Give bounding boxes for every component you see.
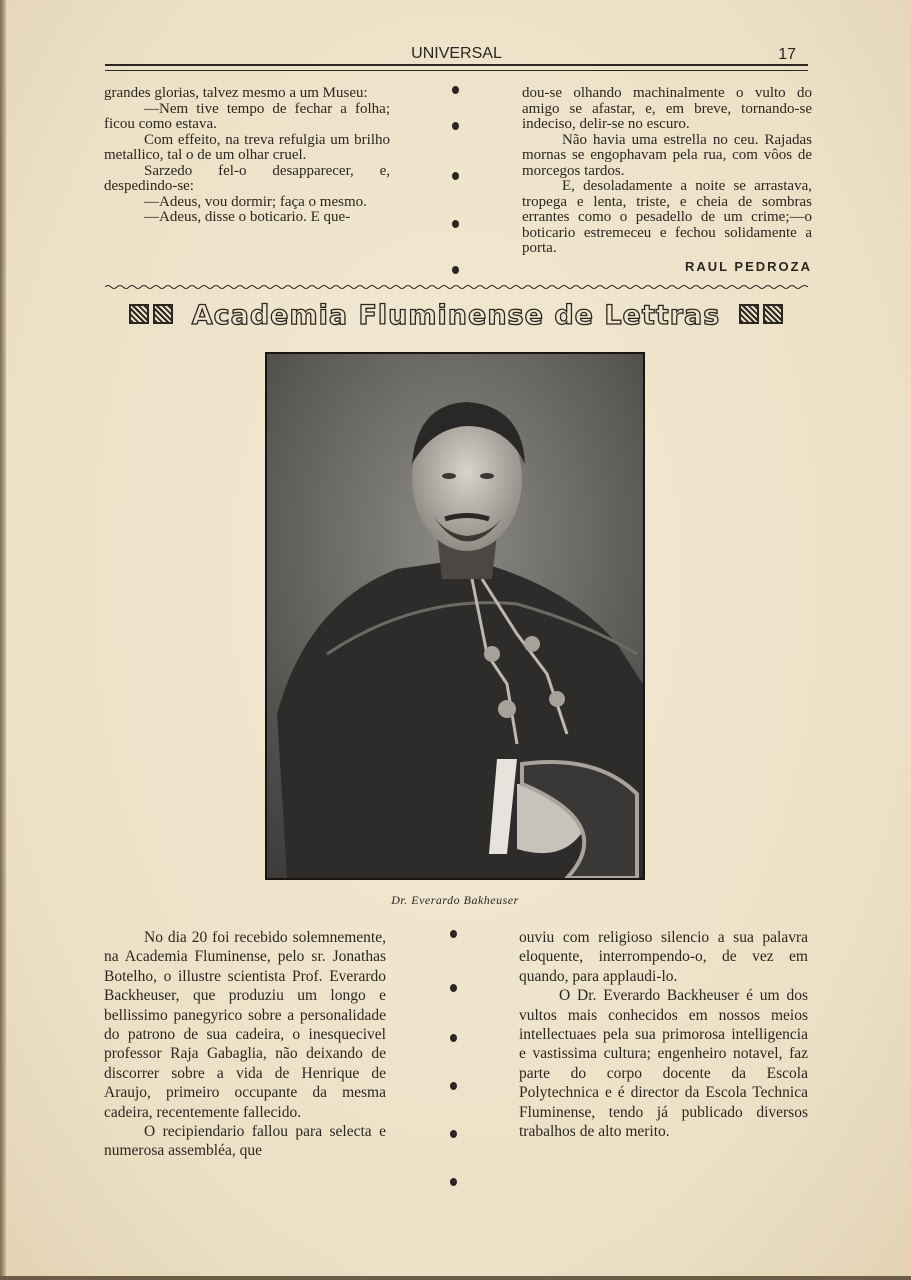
- ornament-box-icon: [763, 304, 783, 324]
- column-divider-ornaments: [450, 930, 464, 1190]
- page-number: 17: [778, 46, 796, 63]
- ornament-dot: [452, 266, 459, 274]
- ornament-dot: [450, 1082, 457, 1090]
- running-header: [105, 44, 808, 66]
- page-binding-edge: [0, 0, 6, 1280]
- section-title: Academia Fluminense de Lettras: [191, 300, 721, 331]
- ornament-dot: [452, 86, 459, 94]
- column-divider-ornaments: [452, 86, 466, 276]
- ornament-dot: [450, 1178, 457, 1186]
- story-paragraph: dou-se olhando machinalmente o vulto do amigo se afastar, e, em breve, tornando-se indeciso, delir-se no escuro.: [522, 85, 812, 132]
- story-paragraph: Não havia uma estrella no ceu. Rajadas mornas se engophavam pela rua, com vôos de morcegos tardos.: [522, 131, 812, 179]
- ornament-dot: [450, 1034, 457, 1042]
- section-heading: [100, 300, 812, 340]
- portrait-image: [267, 354, 643, 878]
- story-paragraph: E, desoladamente a noite se arrastava, tropega e lenta, triste, e cheia de sombras errantes como o pesadello de um crime;—o boticario estremeceu e fechou solidamente a porta.: [522, 178, 812, 256]
- story-left-column: [104, 86, 390, 226]
- ornament-dot: [450, 930, 457, 938]
- ornament-box-icon: [129, 304, 149, 324]
- story-paragraph: Com effeito, na treva refulgia um brilho metallico, tal o de um olhar cruel.: [104, 131, 390, 163]
- article-right-column: [519, 928, 808, 1141]
- story-paragraph: —Adeus, disse o boticario. E que-: [144, 209, 351, 225]
- header-rule: [105, 64, 808, 71]
- article-paragraph: No dia 20 foi recebido solemnemente, na Academia Fluminense, pelo sr. Jonathas Botelho, o illustre scientista Prof. Everardo Backheuser, que produziu um longo e bellissimo panegyrico sobre a personalidade do patrono de sua cadeira, o inesquecivel professor Raja Gabaglia, não deixando de discorrer sobre a vida de Henrique de Araujo, primeiro occupante da mesma cadeira, recentemente fallecido.: [104, 929, 386, 1121]
- article-paragraph: ouviu com religioso silencio a sua palavra eloquente, interrompendo-o, de vez em quando, para applaudi-lo.: [519, 929, 808, 985]
- wavy-section-rule: [105, 284, 808, 290]
- photo-caption: Dr. Everardo Bakheuser: [391, 893, 519, 907]
- publication-title: UNIVERSAL: [411, 45, 502, 62]
- ornament-box-icon: [739, 304, 759, 324]
- article-paragraph: O recipiendario fallou para selecta e numerosa assembléa, que: [104, 1123, 386, 1160]
- story-paragraph: Sarzedo fel-o desapparecer, e, despedindo-se:: [104, 162, 390, 194]
- ornament-dot: [450, 984, 457, 992]
- story-paragraph: grandes glorias, talvez mesmo a um Museu:: [104, 85, 368, 101]
- article-left-column: [104, 928, 386, 1161]
- ornament-dot: [452, 220, 459, 228]
- ornament-dot: [452, 122, 459, 130]
- page-bottom-edge: [0, 1276, 911, 1280]
- ornament-box-icon: [153, 304, 173, 324]
- article-paragraph: O Dr. Everardo Backheuser é um dos vultos mais conhecidos em nossos meios intellectuaes pela sua primorosa intelligencia e vastissima cultura; engenheiro notavel, faz parte do corpo docente da Escola Polytechnica e é director da Escola Technica Fluminense, tendo já publicado diversos trabalhos de alto merito.: [519, 987, 808, 1141]
- story-paragraph: —Nem tive tempo de fechar a folha; ficou como estava.: [104, 100, 390, 132]
- story-right-column: [522, 86, 812, 274]
- ornament-dot: [450, 1130, 457, 1138]
- portrait-photo: [265, 352, 645, 880]
- author-signature: RAUL PEDROZA: [684, 258, 812, 274]
- ornament-dot: [452, 172, 459, 180]
- story-paragraph: —Adeus, vou dormir; faça o mesmo.: [144, 193, 367, 210]
